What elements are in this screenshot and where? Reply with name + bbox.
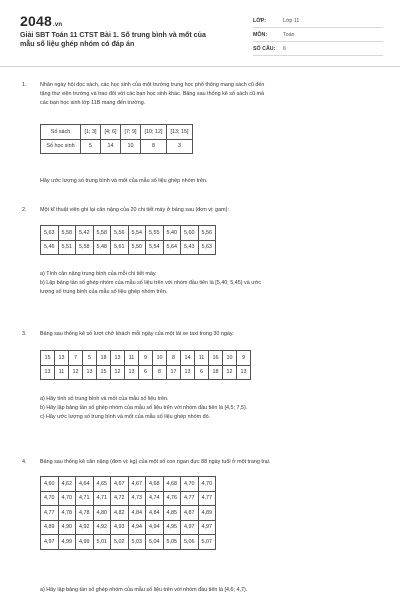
table-cell: Số học sinh xyxy=(41,139,81,154)
meta-value: Toán xyxy=(283,32,295,38)
table-cell: 4,84 xyxy=(128,506,146,521)
table-cell: 5,64 xyxy=(163,240,181,255)
table-cell: 5,63 xyxy=(198,240,216,255)
problem-statement xyxy=(40,458,378,467)
table-cell: 8 xyxy=(141,139,167,154)
question-line: c) Hãy ước lượng số trung bình và mốt của mẫu số liệu ghép nhóm đó. xyxy=(40,414,211,420)
statement-line: Một kĩ thuật viên ghi lại cân nặng của 20 chi tiết máy ở bảng sau (đơn vị: gam): xyxy=(40,207,229,213)
table-cell: 9 xyxy=(139,351,153,366)
problem-statement xyxy=(40,81,378,108)
statement-line: các bạn học sinh lớp 11B mang đến trường. xyxy=(40,100,146,106)
table-cell: 5,48 xyxy=(93,240,111,255)
table-cell: 4,65 xyxy=(93,477,111,492)
table-cell: 4,89 xyxy=(41,520,59,535)
table-cell: 12 xyxy=(223,365,237,380)
table-cell: 4,67 xyxy=(128,477,146,492)
table-cell: 5,54 xyxy=(146,240,164,255)
table-cell: 5,43 xyxy=(181,240,199,255)
table-cell: 10 xyxy=(223,351,237,366)
meta-row-class xyxy=(253,15,383,28)
question-line: a) Hãy tính số trung bình và mốt của mẫu số liệu trên. xyxy=(40,396,169,402)
table-cell: 11 xyxy=(55,365,69,380)
table-row xyxy=(41,226,216,241)
table-cell: 4,70 xyxy=(198,477,216,492)
table-cell: 5,01 xyxy=(93,535,111,550)
table-cell: 4,97 xyxy=(41,535,59,550)
table-cell: 6 xyxy=(195,365,209,380)
table-cell: 5,58 xyxy=(58,226,76,241)
table-cell: [1; 3] xyxy=(81,125,101,140)
data-table xyxy=(40,225,216,255)
table-row xyxy=(41,125,193,140)
table-cell: 4,76 xyxy=(163,491,181,506)
data-table xyxy=(40,350,251,380)
table-cell: 4,77 xyxy=(198,491,216,506)
table-cell: 4,99 xyxy=(58,535,76,550)
table-cell: 13 xyxy=(181,365,195,380)
table-cell: 4,97 xyxy=(198,520,216,535)
table-cell: Số sách xyxy=(41,125,81,140)
table-row xyxy=(41,491,216,506)
statement-line: Bảng sau thống kê cân nặng (đơn vị: kg) của một số con ngan đực 88 ngày tuổi ở một trang trại. xyxy=(40,459,271,465)
table-cell: 4,68 xyxy=(146,477,164,492)
table-cell: 10 xyxy=(153,351,167,366)
table-cell: 5,58 xyxy=(93,226,111,241)
question-line: b) Hãy lập bảng tần số ghép nhóm của mẫu số liệu trên với nhóm đầu tiên là [4,5; 7,5). xyxy=(40,405,248,411)
meta-value: 6 xyxy=(283,46,286,52)
table-cell: 4,60 xyxy=(41,477,59,492)
table-cell: 4,95 xyxy=(163,520,181,535)
table-cell: 8 xyxy=(167,351,181,366)
table-cell: 4,77 xyxy=(181,491,199,506)
table-cell: 4,70 xyxy=(181,477,199,492)
table-row xyxy=(41,520,216,535)
header-divider xyxy=(0,66,400,67)
table-cell: 5,04 xyxy=(146,535,164,550)
table-cell: 4,92 xyxy=(76,520,94,535)
table-cell: 5 xyxy=(81,139,101,154)
table-cell: 13 xyxy=(41,365,55,380)
table-cell: 4,72 xyxy=(111,491,129,506)
document-title xyxy=(20,31,220,49)
table-cell: 18 xyxy=(209,365,223,380)
meta-row-question-count xyxy=(253,43,383,56)
table-cell: 4,78 xyxy=(58,506,76,521)
table-row xyxy=(41,351,251,366)
table-cell: 4,85 xyxy=(163,506,181,521)
problem-statement xyxy=(40,330,378,339)
table-cell: 12 xyxy=(69,365,83,380)
table-cell: 4,70 xyxy=(58,491,76,506)
question-line: Hãy ước lượng số trung bình và mốt của mẫu số liệu ghép nhóm trên. xyxy=(40,178,208,184)
table-cell: 5,05 xyxy=(163,535,181,550)
table-cell: 4,94 xyxy=(146,520,164,535)
table-row xyxy=(41,365,251,380)
table-cell: 13 xyxy=(55,351,69,366)
table-cell: 4,74 xyxy=(146,491,164,506)
table-cell: 5,40 xyxy=(163,226,181,241)
site-logo[interactable] xyxy=(20,13,62,29)
table-cell: 13 xyxy=(111,351,125,366)
statement-line: Bảng sau thống kê số lượt chở khách mỗi ngày của một lái xe taxi trong 30 ngày. xyxy=(40,331,234,337)
table-cell: 10 xyxy=(121,139,141,154)
table-cell: 4,73 xyxy=(128,491,146,506)
document-title-line: mẫu số liệu ghép nhóm có đáp án xyxy=(20,40,135,48)
table-cell: [13; 15] xyxy=(167,125,193,140)
table-cell: 14 xyxy=(101,139,121,154)
table-cell: 5,56 xyxy=(111,226,129,241)
logo-main: 2048 xyxy=(20,13,52,29)
table-row xyxy=(41,139,193,154)
document-meta xyxy=(253,15,383,57)
table-cell: 11 xyxy=(125,351,139,366)
meta-key: MÔN: xyxy=(253,32,268,38)
table-cell: 4,64 xyxy=(76,477,94,492)
table-row xyxy=(41,535,216,550)
question-line: b) Lập bảng tần số ghép nhóm của mẫu số liệu trên với nhóm đầu tiên là [5,40; 5,45) và ước xyxy=(40,280,262,286)
meta-key: SỐ CÂU: xyxy=(253,46,276,52)
table-cell: [7; 9] xyxy=(121,125,141,140)
table-cell: 13 xyxy=(125,365,139,380)
table-cell: 11 xyxy=(195,351,209,366)
table-cell: 5,63 xyxy=(41,226,59,241)
table-cell: 5,51 xyxy=(58,240,76,255)
table-cell: 4,71 xyxy=(76,491,94,506)
meta-row-subject xyxy=(253,29,383,42)
table-cell: 5,54 xyxy=(128,226,146,241)
statement-line: Nhân ngày hội đọc sách, các học sinh của một trường trung học phổ thông mang sách cũ đến xyxy=(40,82,265,88)
problem-number: 2. xyxy=(22,207,27,213)
table-cell: 5,42 xyxy=(76,226,94,241)
question-line: a) Hãy lập bảng tần số ghép nhóm của mẫu số liệu trên với nhóm đầu tiên là [4,6; 4,7). xyxy=(40,587,248,593)
table-cell: 5,50 xyxy=(128,240,146,255)
statement-line: tặng thư viện trường và trao đổi với các bạn học sinh khác. Bảng sau thống kê số sách cũ mà xyxy=(40,91,265,97)
table-cell: 5,07 xyxy=(198,535,216,550)
data-table xyxy=(40,476,216,550)
table-cell: 9 xyxy=(237,351,251,366)
table-cell: 4,78 xyxy=(76,506,94,521)
table-cell: 5 xyxy=(83,351,97,366)
problem-statement xyxy=(40,206,378,215)
table-cell: 4,90 xyxy=(58,520,76,535)
table-cell: [10; 12] xyxy=(141,125,167,140)
table-cell: 5,55 xyxy=(146,226,164,241)
table-cell: 5,61 xyxy=(111,240,129,255)
page-header xyxy=(0,0,400,64)
table-cell: 5,06 xyxy=(181,535,199,550)
table-cell: 5,58 xyxy=(76,240,94,255)
table-cell: 4,62 xyxy=(58,477,76,492)
table-cell: 4,94 xyxy=(128,520,146,535)
table-cell: 4,84 xyxy=(146,506,164,521)
table-cell: 14 xyxy=(181,351,195,366)
table-cell: 13 xyxy=(237,365,251,380)
table-cell: 4,82 xyxy=(111,506,129,521)
table-cell: 6 xyxy=(139,365,153,380)
document-title-line: Giải SBT Toán 11 CTST Bài 1. Số trung bình và mốt của xyxy=(20,31,206,39)
table-cell: 5,46 xyxy=(41,240,59,255)
table-cell: 4,68 xyxy=(163,477,181,492)
table-cell: 12 xyxy=(111,365,125,380)
table-cell: 4,99 xyxy=(76,535,94,550)
table-cell: 4,67 xyxy=(111,477,129,492)
question-line: a) Tính cân nặng trung bình của mỗi chi tiết máy. xyxy=(40,271,157,277)
table-cell: 5,56 xyxy=(198,226,216,241)
logo-sub: .vn xyxy=(52,22,63,28)
table-cell: 4,89 xyxy=(198,506,216,521)
table-cell: 17 xyxy=(167,365,181,380)
table-cell: 3 xyxy=(167,139,193,154)
table-cell: 8 xyxy=(153,365,167,380)
table-cell: 5,03 xyxy=(128,535,146,550)
table-cell: 16 xyxy=(209,351,223,366)
table-cell: 4,93 xyxy=(111,520,129,535)
table-cell: 4,80 xyxy=(93,506,111,521)
table-cell: 15 xyxy=(97,365,111,380)
table-cell: 4,70 xyxy=(41,491,59,506)
table-cell: 15 xyxy=(41,351,55,366)
problem-number: 3. xyxy=(22,331,27,337)
table-row xyxy=(41,506,216,521)
table-row xyxy=(41,240,216,255)
table-cell: 5,02 xyxy=(111,535,129,550)
problem-number: 4. xyxy=(22,459,27,465)
table-cell: 4,77 xyxy=(41,506,59,521)
table-cell: 4,87 xyxy=(181,506,199,521)
table-cell: 4,71 xyxy=(93,491,111,506)
table-cell: 4,92 xyxy=(93,520,111,535)
table-row xyxy=(41,477,216,492)
meta-value: Lớp 11 xyxy=(283,18,300,24)
table-cell: 7 xyxy=(69,351,83,366)
table-cell: 13 xyxy=(83,365,97,380)
table-cell: 4,97 xyxy=(181,520,199,535)
question-line: lượng số trung bình của mẫu số liệu ghép nhóm trên. xyxy=(40,289,168,295)
table-cell: [4; 6] xyxy=(101,125,121,140)
table-cell: 5,60 xyxy=(181,226,199,241)
data-table xyxy=(40,124,193,154)
meta-key: LỚP: xyxy=(253,18,267,24)
problem-number: 1. xyxy=(22,82,27,88)
table-cell: 18 xyxy=(97,351,111,366)
